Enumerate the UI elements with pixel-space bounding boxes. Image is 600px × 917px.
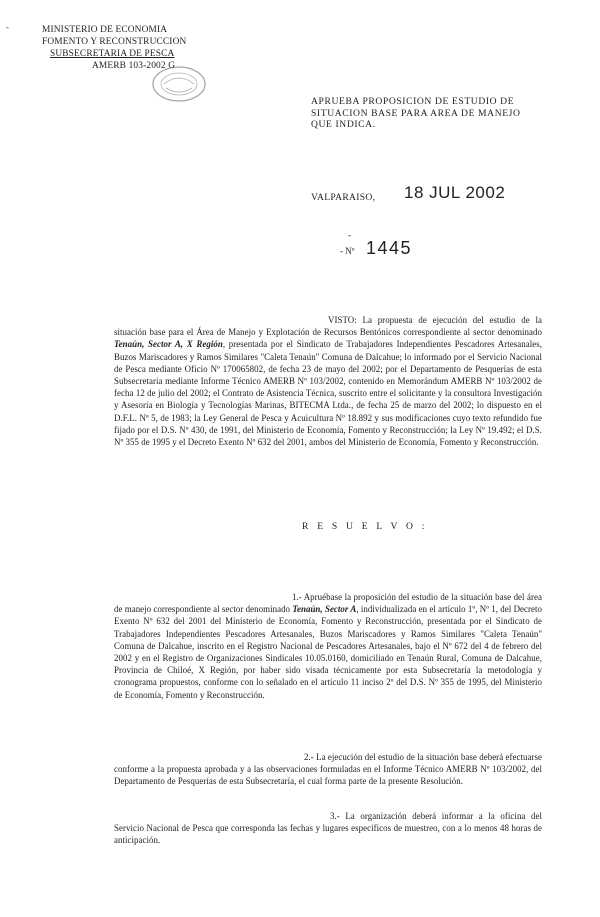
visto-lead: VISTO: [328,314,357,325]
visto-text: La propuesta de ejecución del estudio de la situación base para el Área de Manejo y Explotación de Recursos Bentónicos correspondiente al sector denominado [114,314,542,338]
letterhead-subsecretary: SUBSECRETARIA DE PESCA [50,49,175,59]
place-label: VALPARAISO, [311,192,376,203]
corner-mark: - [6,22,9,32]
date-stamp: 18 JUL 2002 [404,183,506,202]
article-1-text: 1.- Apruébase la proposición del estudio de la situación base del área de manejo correspondiente al sector denominado [114,591,542,615]
number-value: 1445 [366,238,413,258]
number-dash: - [348,230,351,240]
subject-block [311,96,551,131]
letterhead-ministry: MINISTERIO DE ECONOMIA [42,25,168,35]
visto-sector: Tenaún, Sector A, X Región [114,339,223,350]
article-1 [114,591,542,701]
article-1-sector: Tenaún, Sector A [292,604,357,615]
visto-paragraph [114,314,542,448]
subject-line: QUE INDICA. [311,119,376,130]
number-prefix: - Nº [340,246,355,256]
article-1-text: , individualizada en el artículo 1º, Nº 1, del Decreto Exento Nº 632 del 2001 del Ministerio de Economía, Fomento y Reconstrucción, presentada por el Sindicato de Trabajadores Independientes Pescadores Artesanales, Buzos Mariscadores y Ramos Similares "Caleta Tenaún" Comuna de Dalcahue, inscrito en el Registro Nacional de Pescadores Artesanales, bajo el Nº 672 del 4 de febrero del 2002 y en el Registro de Organizaciones Sindicales 10.05.0160, domiciliado en Tenaún Rural, Comuna de Dalcahue, Provincia de Chiloé, X Región, por haber sido visada técnicamente por esta Subsecretaría la metodología y cronograma propuestos, conforme con lo señalado en el artículo 11 inciso 2º del D.S. Nº 355 de 1995, del Ministerio de Economía, Fomento y Reconstrucción. [114,604,542,700]
resuelvo-heading: R E S U E L V O : [302,521,428,532]
letterhead-department: FOMENTO Y RECONSTRUCCION [42,37,187,47]
visto-text: , presentada por el Sindicato de Trabajadores Independientes Pescadores Artesanales, Buzos Mariscadores y Ramos Similares "Caleta Tenaún" Comuna de Dalcahue; lo informado por el Servicio Nacional de Pesca mediante Oficio Nº 170065802, de fecha 23 de mayo del 2002; por el Departamento de Pesquerías de esta Subsecretaría mediante Informe Técnico AMERB Nº 103/2002, contenido en Memorándum AMERB Nº 103/2002 de fecha 12 de julio del 2002; el Contrato de Asistencia Técnica, suscrito entre el solicitante y la consultora Investigación y Asesoría en Biología y Tecnologías Marinas, BITECMA Ltda., de fecha 25 de marzo del 2002; lo dispuesto en el D.F.L. Nº 5, de 1983; la Ley General de Pesca y Acuicultura Nº 18.892 y sus modificaciones cuyo texto refundido fue fijado por el D.S. Nº 430, de 1991, del Ministerio de Economía, Fomento y Reconstrucción; la Ley Nº 19.492; el D.S. Nº 355 de 1995 y el Decreto Exento Nº 632 del 2001, ambos del Ministerio de Economía, Fomento y Reconstrucción. [114,339,543,447]
letterhead-reference: AMERB 103-2002 G [92,61,176,71]
subject-line: SITUACION BASE PARA AREA DE MANEJO [311,107,521,119]
subject-line: APRUEBA PROPOSICION DE ESTUDIO DE [311,96,515,107]
article-2: 2.- La ejecución del estudio de la situación base deberá efectuarse conforme a la propuesta aprobada y a las observaciones formuladas en el Informe Técnico AMERB Nº 103/2002, del Departamento de Pesquerías de esta Subsecretaría, el cual forma parte de la presente Resolución. [114,751,542,787]
article-3: 3.- La organización deberá informar a la oficina del Servicio Nacional de Pesca que corresponda las fechas y lugares específicos de muestreo, con a lo menos 48 horas de anticipación. [114,810,542,846]
seal-stamp [150,64,208,104]
